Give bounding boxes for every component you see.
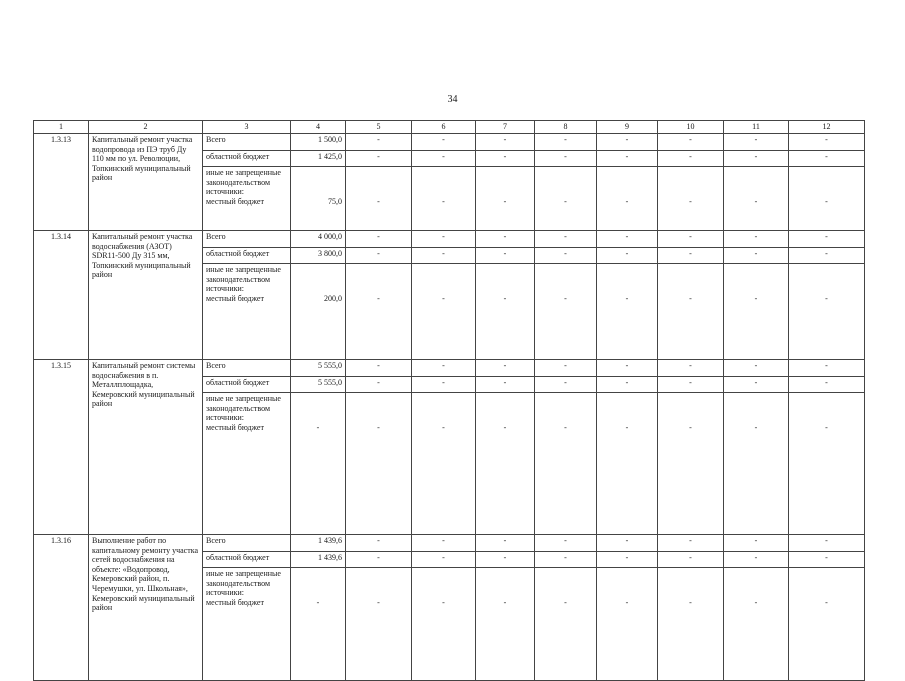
- empty-value: -: [658, 264, 724, 360]
- empty-value: -: [658, 551, 724, 568]
- empty-value: -: [412, 247, 476, 264]
- empty-value: -: [476, 360, 535, 377]
- page-number: 34: [447, 94, 458, 105]
- empty-value: -: [789, 360, 865, 377]
- column-header: 9: [597, 121, 658, 134]
- empty-value: -: [412, 150, 476, 167]
- empty-value: -: [597, 568, 658, 681]
- source-label-other: [203, 264, 291, 360]
- empty-value: -: [535, 167, 597, 231]
- empty-value: -: [412, 376, 476, 393]
- empty-value: -: [658, 247, 724, 264]
- local-budget-label: местный бюджет: [206, 196, 264, 206]
- row-description: Капитальный ремонт системы водоснабжения в п. Металлплощадка, Кемеровский муниципальный район: [89, 360, 203, 535]
- source-label-regional: областной бюджет: [203, 551, 291, 568]
- empty-value: -: [724, 264, 789, 360]
- empty-value: -: [789, 551, 865, 568]
- empty-value: -: [346, 150, 412, 167]
- local-value: -: [291, 393, 346, 535]
- empty-value: -: [789, 150, 865, 167]
- empty-value: -: [346, 376, 412, 393]
- empty-value: -: [476, 150, 535, 167]
- empty-value: -: [346, 535, 412, 552]
- table-row: [34, 360, 865, 377]
- column-header: 3: [203, 121, 291, 134]
- empty-value: -: [535, 150, 597, 167]
- table-row: [34, 535, 865, 552]
- empty-value: -: [535, 231, 597, 248]
- source-label-regional: областной бюджет: [203, 247, 291, 264]
- empty-value: -: [476, 264, 535, 360]
- empty-value: -: [658, 134, 724, 151]
- empty-value: -: [412, 360, 476, 377]
- empty-value: -: [724, 360, 789, 377]
- row-code: 1.3.16: [34, 535, 89, 681]
- local-budget-label: местный бюджет: [206, 293, 264, 303]
- source-label-total: Всего: [203, 231, 291, 248]
- empty-value: -: [597, 247, 658, 264]
- empty-value: -: [535, 134, 597, 151]
- empty-value: -: [597, 150, 658, 167]
- empty-value: -: [535, 551, 597, 568]
- empty-value: -: [346, 393, 412, 535]
- empty-value: -: [476, 231, 535, 248]
- empty-value: -: [535, 376, 597, 393]
- empty-value: -: [724, 376, 789, 393]
- row-description: Выполнение работ по капитальному ремонту участка сетей водоснабжения на объекте: «Водопровод, Кемеровский район, п. Черемушки, ул. Школьная», Кемеровский муниципальный район: [89, 535, 203, 681]
- empty-value: -: [658, 231, 724, 248]
- total-value: 1 500,0: [291, 134, 346, 151]
- empty-value: -: [789, 167, 865, 231]
- column-header: 7: [476, 121, 535, 134]
- empty-value: -: [724, 231, 789, 248]
- header-row: [34, 121, 865, 134]
- other-sources-label: иные не запрещенные законодательством источники:: [206, 168, 281, 197]
- empty-value: -: [658, 360, 724, 377]
- empty-value: -: [346, 360, 412, 377]
- empty-value: -: [535, 360, 597, 377]
- empty-value: -: [412, 134, 476, 151]
- empty-value: -: [724, 393, 789, 535]
- regional-value: 5 555,0: [291, 376, 346, 393]
- empty-value: -: [724, 568, 789, 681]
- empty-value: -: [412, 393, 476, 535]
- empty-value: -: [597, 231, 658, 248]
- source-label-other: [203, 393, 291, 535]
- empty-value: -: [535, 568, 597, 681]
- empty-value: -: [412, 231, 476, 248]
- empty-value: -: [346, 568, 412, 681]
- local-budget-label: местный бюджет: [206, 422, 264, 432]
- empty-value: -: [346, 264, 412, 360]
- empty-value: -: [789, 568, 865, 681]
- empty-value: -: [724, 247, 789, 264]
- empty-value: -: [597, 376, 658, 393]
- empty-value: -: [724, 134, 789, 151]
- empty-value: -: [597, 134, 658, 151]
- empty-value: -: [597, 360, 658, 377]
- source-label-other: [203, 167, 291, 231]
- empty-value: -: [346, 134, 412, 151]
- row-code: 1.3.14: [34, 231, 89, 360]
- empty-value: -: [597, 167, 658, 231]
- empty-value: -: [789, 134, 865, 151]
- empty-value: -: [476, 551, 535, 568]
- other-sources-label: иные не запрещенные законодательством источники:: [206, 394, 281, 423]
- other-sources-label: иные не запрещенные законодательством источники:: [206, 265, 281, 294]
- empty-value: -: [724, 150, 789, 167]
- regional-value: 1 425,0: [291, 150, 346, 167]
- empty-value: -: [597, 535, 658, 552]
- empty-value: -: [346, 231, 412, 248]
- empty-value: -: [658, 376, 724, 393]
- empty-value: -: [658, 167, 724, 231]
- column-header: 10: [658, 121, 724, 134]
- local-value: -: [291, 568, 346, 681]
- empty-value: -: [658, 150, 724, 167]
- empty-value: -: [476, 393, 535, 535]
- empty-value: -: [789, 264, 865, 360]
- column-header: 1: [34, 121, 89, 134]
- empty-value: -: [412, 568, 476, 681]
- empty-value: -: [597, 264, 658, 360]
- empty-value: -: [346, 551, 412, 568]
- empty-value: -: [724, 551, 789, 568]
- source-label-total: Всего: [203, 134, 291, 151]
- source-label-regional: областной бюджет: [203, 376, 291, 393]
- empty-value: -: [412, 535, 476, 552]
- empty-value: -: [346, 167, 412, 231]
- row-code: 1.3.15: [34, 360, 89, 535]
- other-sources-label: иные не запрещенные законодательством источники:: [206, 569, 281, 598]
- empty-value: -: [535, 264, 597, 360]
- empty-value: -: [789, 376, 865, 393]
- empty-value: -: [476, 568, 535, 681]
- column-header: 12: [789, 121, 865, 134]
- empty-value: -: [789, 231, 865, 248]
- column-header: 2: [89, 121, 203, 134]
- empty-value: -: [658, 535, 724, 552]
- empty-value: -: [412, 167, 476, 231]
- empty-value: -: [724, 535, 789, 552]
- empty-value: -: [476, 247, 535, 264]
- column-header: 5: [346, 121, 412, 134]
- empty-value: -: [789, 247, 865, 264]
- empty-value: -: [535, 247, 597, 264]
- empty-value: -: [476, 376, 535, 393]
- empty-value: -: [535, 535, 597, 552]
- empty-value: -: [597, 551, 658, 568]
- table-row: [34, 231, 865, 248]
- row-description: Капитальный ремонт участка водопровода из ПЭ труб Ду 110 мм по ул. Революции, Топкинский муниципальный район: [89, 134, 203, 231]
- column-header: 4: [291, 121, 346, 134]
- empty-value: -: [724, 167, 789, 231]
- empty-value: -: [476, 167, 535, 231]
- empty-value: -: [597, 393, 658, 535]
- source-label-total: Всего: [203, 535, 291, 552]
- source-label-other: [203, 568, 291, 681]
- row-description: Капитальный ремонт участка водоснабжения (АЗОТ) SDR11-500 Ду 315 мм, Топкинский муниципальный район: [89, 231, 203, 360]
- empty-value: -: [658, 568, 724, 681]
- column-header: 8: [535, 121, 597, 134]
- empty-value: -: [412, 264, 476, 360]
- column-header: 11: [724, 121, 789, 134]
- empty-value: -: [535, 393, 597, 535]
- total-value: 4 000,0: [291, 231, 346, 248]
- empty-value: -: [789, 535, 865, 552]
- table-row: [34, 134, 865, 151]
- local-value: 75,0: [291, 167, 346, 231]
- local-value: 200,0: [291, 264, 346, 360]
- source-label-regional: областной бюджет: [203, 150, 291, 167]
- column-header: 6: [412, 121, 476, 134]
- empty-value: -: [789, 393, 865, 535]
- source-label-total: Всего: [203, 360, 291, 377]
- row-code: 1.3.13: [34, 134, 89, 231]
- empty-value: -: [476, 535, 535, 552]
- budget-table: [33, 120, 865, 681]
- empty-value: -: [658, 393, 724, 535]
- regional-value: 3 800,0: [291, 247, 346, 264]
- local-budget-label: местный бюджет: [206, 597, 264, 607]
- empty-value: -: [346, 247, 412, 264]
- empty-value: -: [476, 134, 535, 151]
- total-value: 1 439,6: [291, 535, 346, 552]
- empty-value: -: [412, 551, 476, 568]
- total-value: 5 555,0: [291, 360, 346, 377]
- regional-value: 1 439,6: [291, 551, 346, 568]
